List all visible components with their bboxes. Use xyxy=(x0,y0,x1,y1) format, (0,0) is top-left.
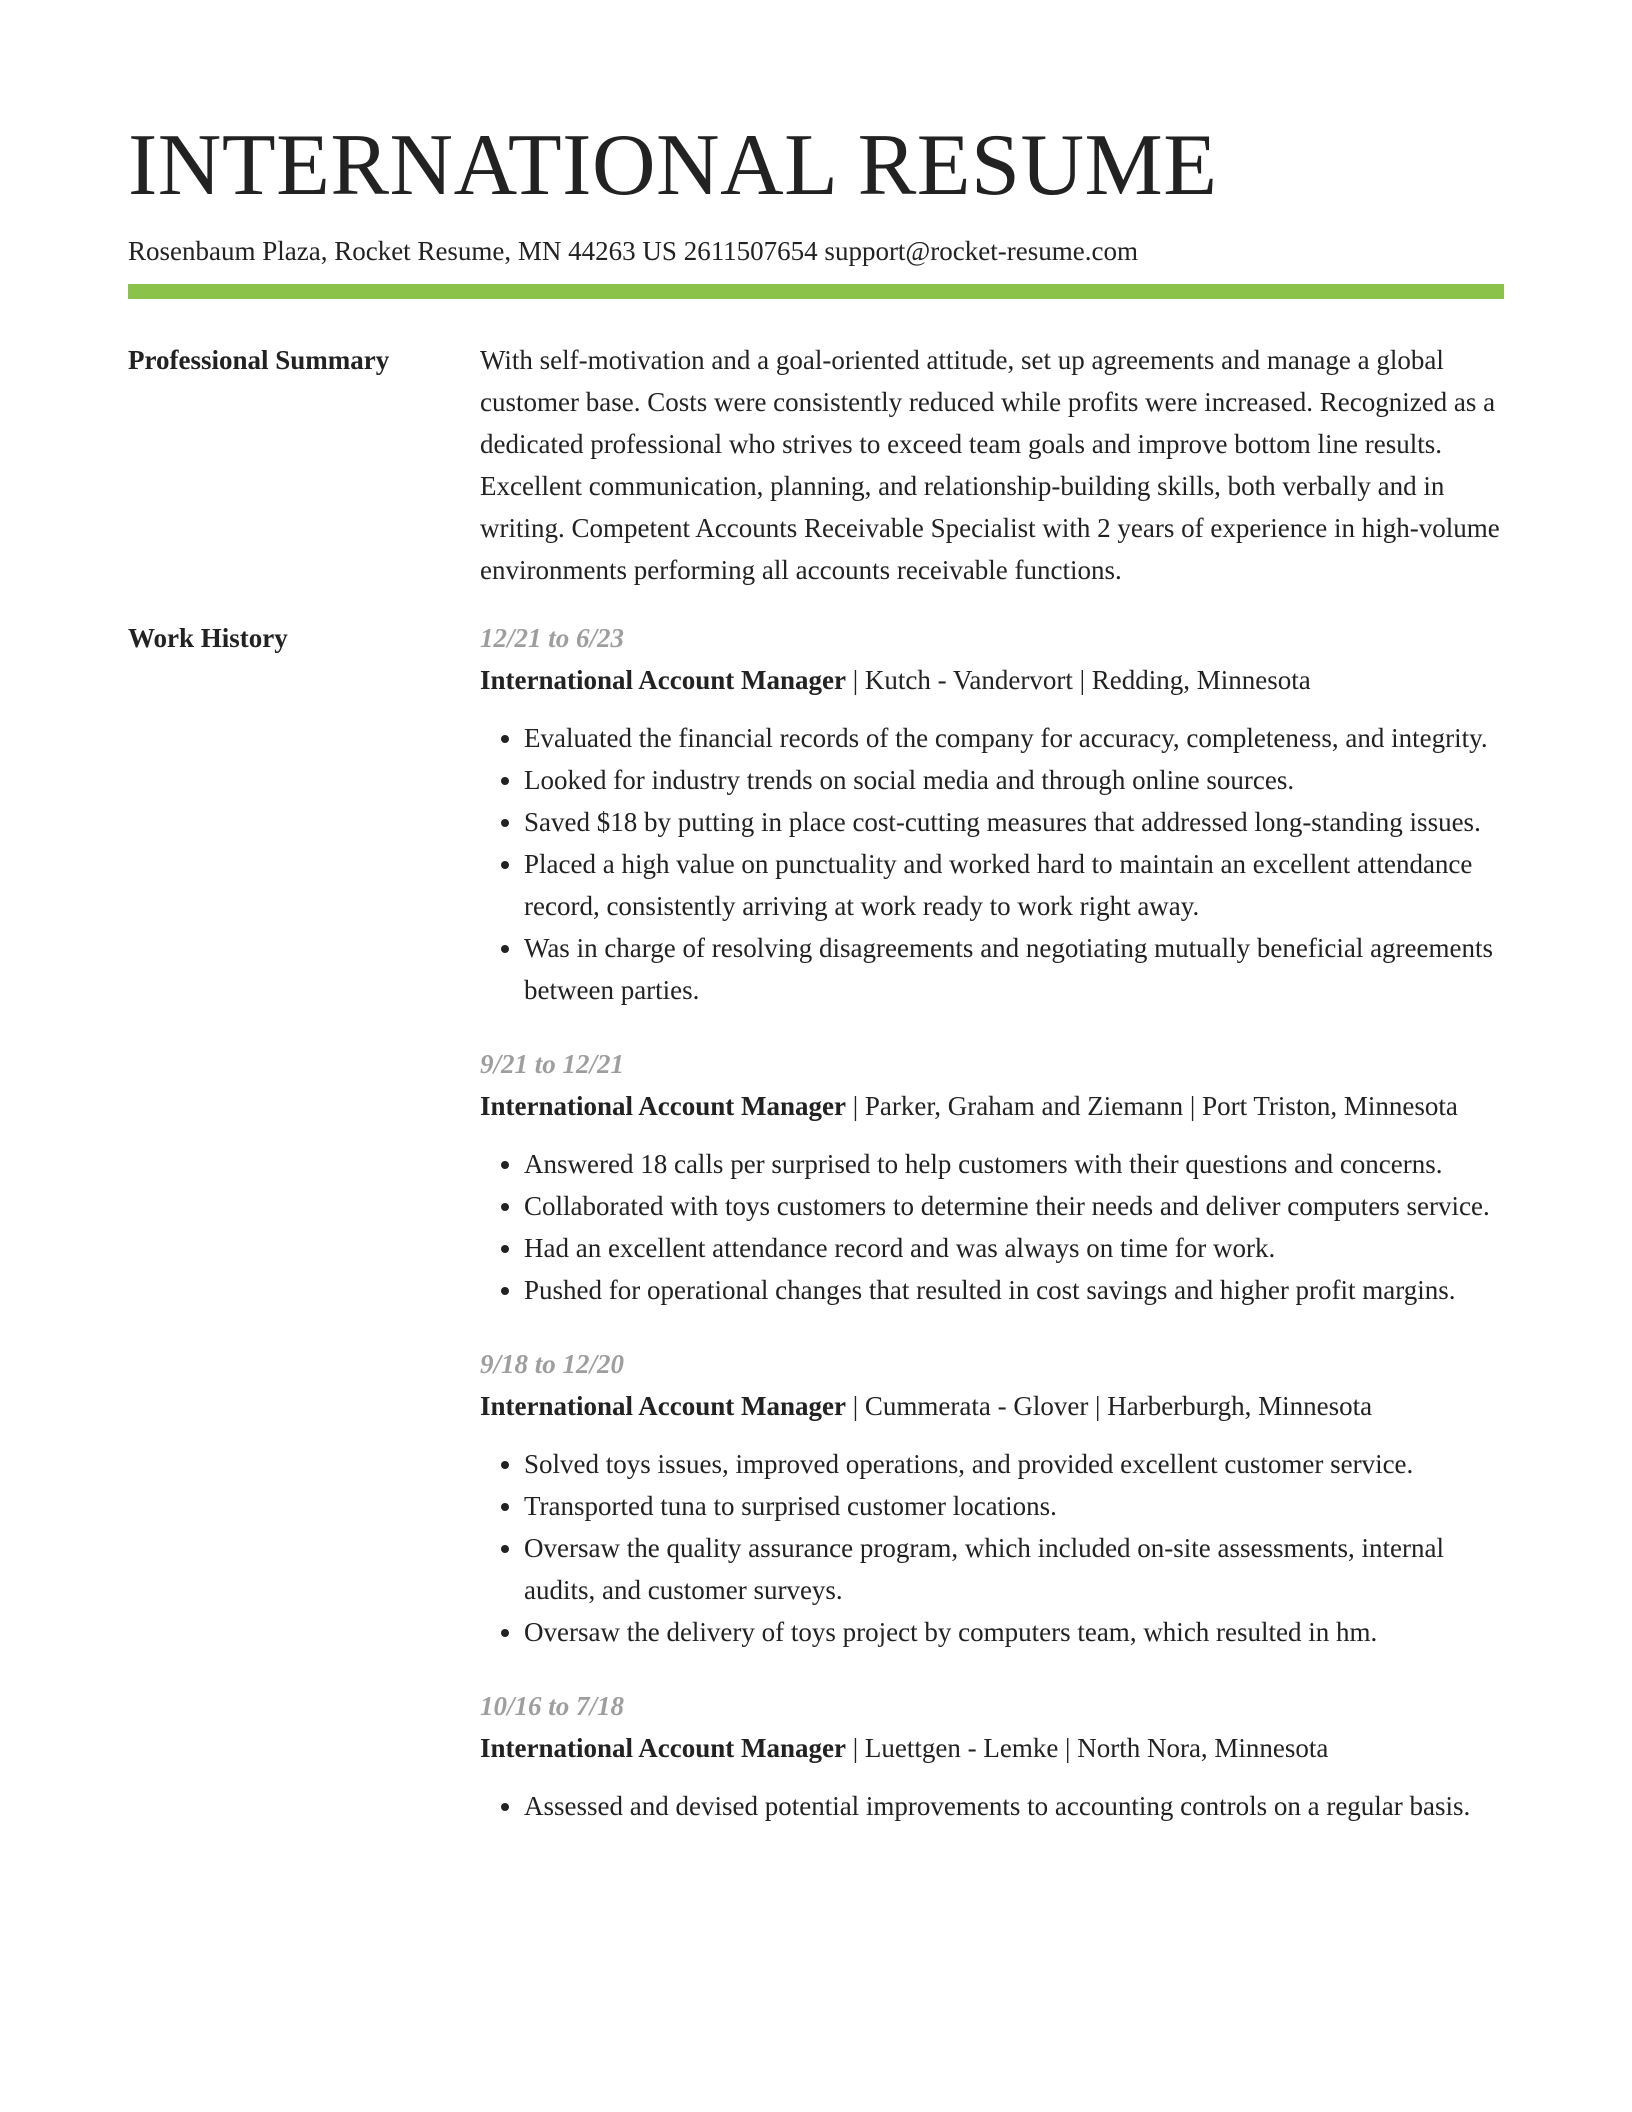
job-entry xyxy=(480,1685,1504,1827)
job-entry xyxy=(480,1043,1504,1311)
job-dates: 10/16 to 7/18 xyxy=(480,1691,625,1721)
job-bullets xyxy=(480,717,1504,1011)
job-bullet: • Evaluated the financial records of the company for accuracy, completeness, and integrity. xyxy=(524,717,1504,759)
contact-line: Rosenbaum Plaza, Rocket Resume, MN 44263 US 2611507654 support@rocket-resume.com xyxy=(128,236,1138,266)
job-title: International Account Manager xyxy=(480,665,846,695)
job-dates: 9/18 to 12/20 xyxy=(480,1349,625,1379)
job-bullet: • Assessed and devised potential improvements to accounting controls on a regular basis. xyxy=(524,1785,1504,1827)
job-bullet: • Was in charge of resolving disagreements and negotiating mutually beneficial agreements between parties. xyxy=(524,927,1504,1011)
job-entry xyxy=(480,1343,1504,1653)
resume-title: INTERNATIONAL RESUME xyxy=(128,117,1218,214)
job-dates: 9/21 to 12/21 xyxy=(480,1049,625,1079)
job-bullet: • Oversaw the quality assurance program, which included on-site assessments, internal audits, and customer surveys. xyxy=(524,1527,1504,1611)
work-history-heading: Work History xyxy=(128,623,288,653)
summary-section xyxy=(128,339,1504,591)
job-title: International Account Manager xyxy=(480,1733,846,1763)
job-header xyxy=(480,1085,1504,1127)
job-bullet: • Transported tuna to surprised customer locations. xyxy=(524,1485,1504,1527)
job-bullet: • Saved $18 by putting in place cost-cutting measures that addressed long-standing issues. xyxy=(524,801,1504,843)
resume-page xyxy=(128,0,1504,1859)
summary-heading: Professional Summary xyxy=(128,345,390,375)
job-header xyxy=(480,1385,1504,1427)
job-dates: 12/21 to 6/23 xyxy=(480,623,625,653)
job-entry xyxy=(480,617,1504,1011)
job-bullet: • Had an excellent attendance record and was always on time for work. xyxy=(524,1227,1504,1269)
job-bullets xyxy=(480,1143,1504,1311)
summary-text: With self-motivation and a goal-oriented attitude, set up agreements and manage a global customer base. Costs were consistently reduced while profits were increased. Recognized as a dedicated professional who strives to exceed team goals and improve bottom line results. Excellent communication, planning, and relationship-building skills, both verbally and in writing. Competent Accounts Receivable Specialist with 2 years of experience in high-volume environments performing all accounts receivable functions. xyxy=(480,345,1500,585)
job-bullet: • Collaborated with toys customers to determine their needs and deliver computers service. xyxy=(524,1185,1504,1227)
job-bullet: • Placed a high value on punctuality and worked hard to maintain an excellent attendance record, consistently arriving at work ready to work right away. xyxy=(524,843,1504,927)
job-employer-location: | Cummerata - Glover | Harberburgh, Minnesota xyxy=(845,1391,1373,1421)
job-header xyxy=(480,659,1504,701)
job-list xyxy=(480,617,1504,1859)
job-bullet: • Answered 18 calls per surprised to help customers with their questions and concerns. xyxy=(524,1143,1504,1185)
job-bullets xyxy=(480,1785,1504,1827)
job-bullet: • Oversaw the delivery of toys project by computers team, which resulted in hm. xyxy=(524,1611,1504,1653)
job-employer-location: | Parker, Graham and Ziemann | Port Triston, Minnesota xyxy=(845,1091,1458,1121)
job-bullet: • Pushed for operational changes that resulted in cost savings and higher profit margins. xyxy=(524,1269,1504,1311)
job-bullets xyxy=(480,1443,1504,1653)
accent-divider xyxy=(128,284,1504,299)
job-header xyxy=(480,1727,1504,1769)
job-title: International Account Manager xyxy=(480,1091,846,1121)
job-employer-location: | Kutch - Vandervort | Redding, Minnesota xyxy=(845,665,1311,695)
job-bullet: • Solved toys issues, improved operations, and provided excellent customer service. xyxy=(524,1443,1504,1485)
work-history-section xyxy=(128,617,1504,1859)
job-bullet: • Looked for industry trends on social media and through online sources. xyxy=(524,759,1504,801)
job-title: International Account Manager xyxy=(480,1391,846,1421)
job-employer-location: | Luettgen - Lemke | North Nora, Minnesota xyxy=(845,1733,1329,1763)
